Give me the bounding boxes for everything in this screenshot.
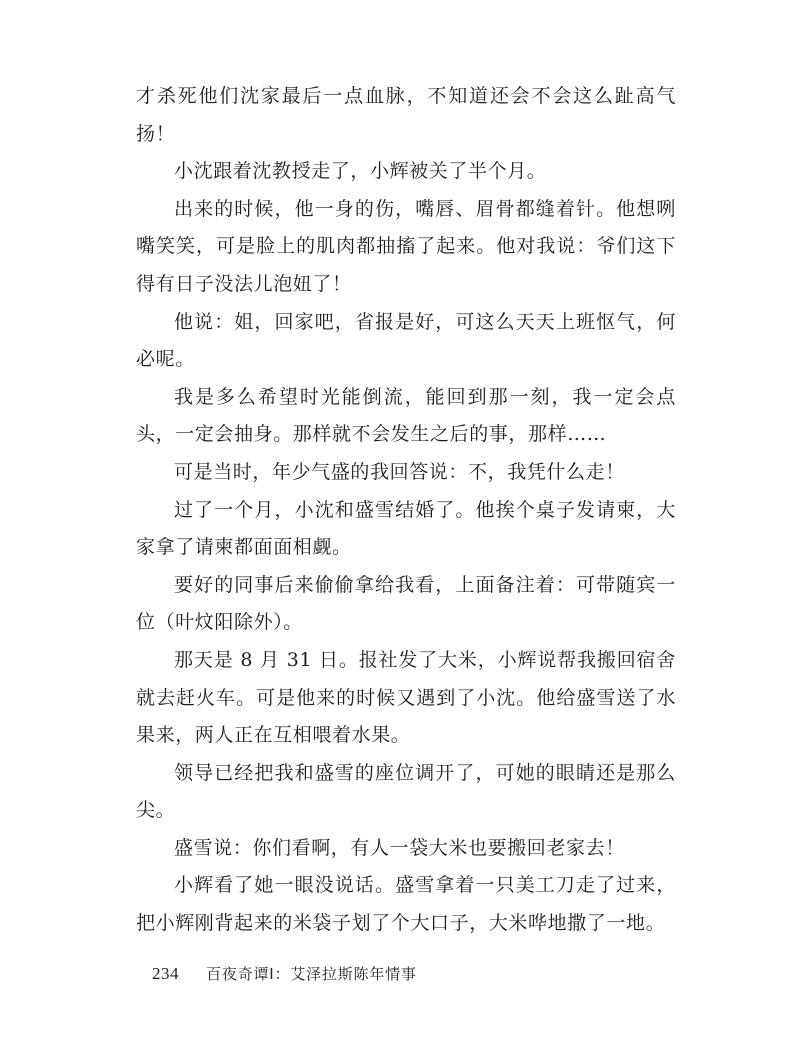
body-text [136, 78, 676, 943]
paragraph-12: 小辉看了她一眼没说话。盛雪拿着一只美工刀走了过来，把小辉刚背起来的米袋子划了个大口子，大米哗地撒了一地。 [136, 874, 676, 935]
paragraph-5: 我是多么希望时光能倒流，能回到那一刻，我一定会点头，一定会抽身。那样就不会发生之后的事，那样…… [136, 385, 676, 446]
paragraph-3: 出来的时候，他一身的伤，嘴唇、眉骨都缝着针。他想咧嘴笑笑，可是脸上的肌肉都抽搐了起来。他对我说：爷们这下得有日子没法儿泡妞了！ [136, 197, 676, 295]
running-title: 百夜奇谭Ⅰ：艾泽拉斯陈年情事 [206, 965, 417, 983]
page-number: 234 [152, 964, 179, 983]
paragraph-8: 要好的同事后来偷偷拿给我看，上面备注着：可带随宾一位（叶炆阳除外）。 [136, 573, 676, 634]
paragraph-10: 领导已经把我和盛雪的座位调开了，可她的眼睛还是那么尖。 [136, 761, 676, 822]
page-footer [152, 964, 417, 984]
paragraph-7: 过了一个月，小沈和盛雪结婚了。他挨个桌子发请柬，大家拿了请柬都面面相觑。 [136, 498, 676, 559]
paragraph-1: 才杀死他们沈家最后一点血脉，不知道还会不会这么趾高气扬！ [136, 85, 676, 145]
paragraph-11: 盛雪说：你们看啊，有人一袋大米也要搬回老家去！ [174, 836, 625, 859]
paragraph-6: 可是当时，年少气盛的我回答说：不，我凭什么走！ [174, 460, 625, 483]
paragraph-2: 小沈跟着沈教授走了，小辉被关了半个月。 [174, 160, 547, 183]
paragraph-9: 那天是 8 月 31 日。报社发了大米，小辉说帮我搬回宿舍就去赶火车。可是他来的时候又遇到了小沈。他给盛雪送了水果来，两人正在互相喂着水果。 [136, 648, 676, 747]
paragraph-4: 他说：姐，回家吧，省报是好，可这么天天上班怄气，何必呢。 [136, 310, 676, 371]
